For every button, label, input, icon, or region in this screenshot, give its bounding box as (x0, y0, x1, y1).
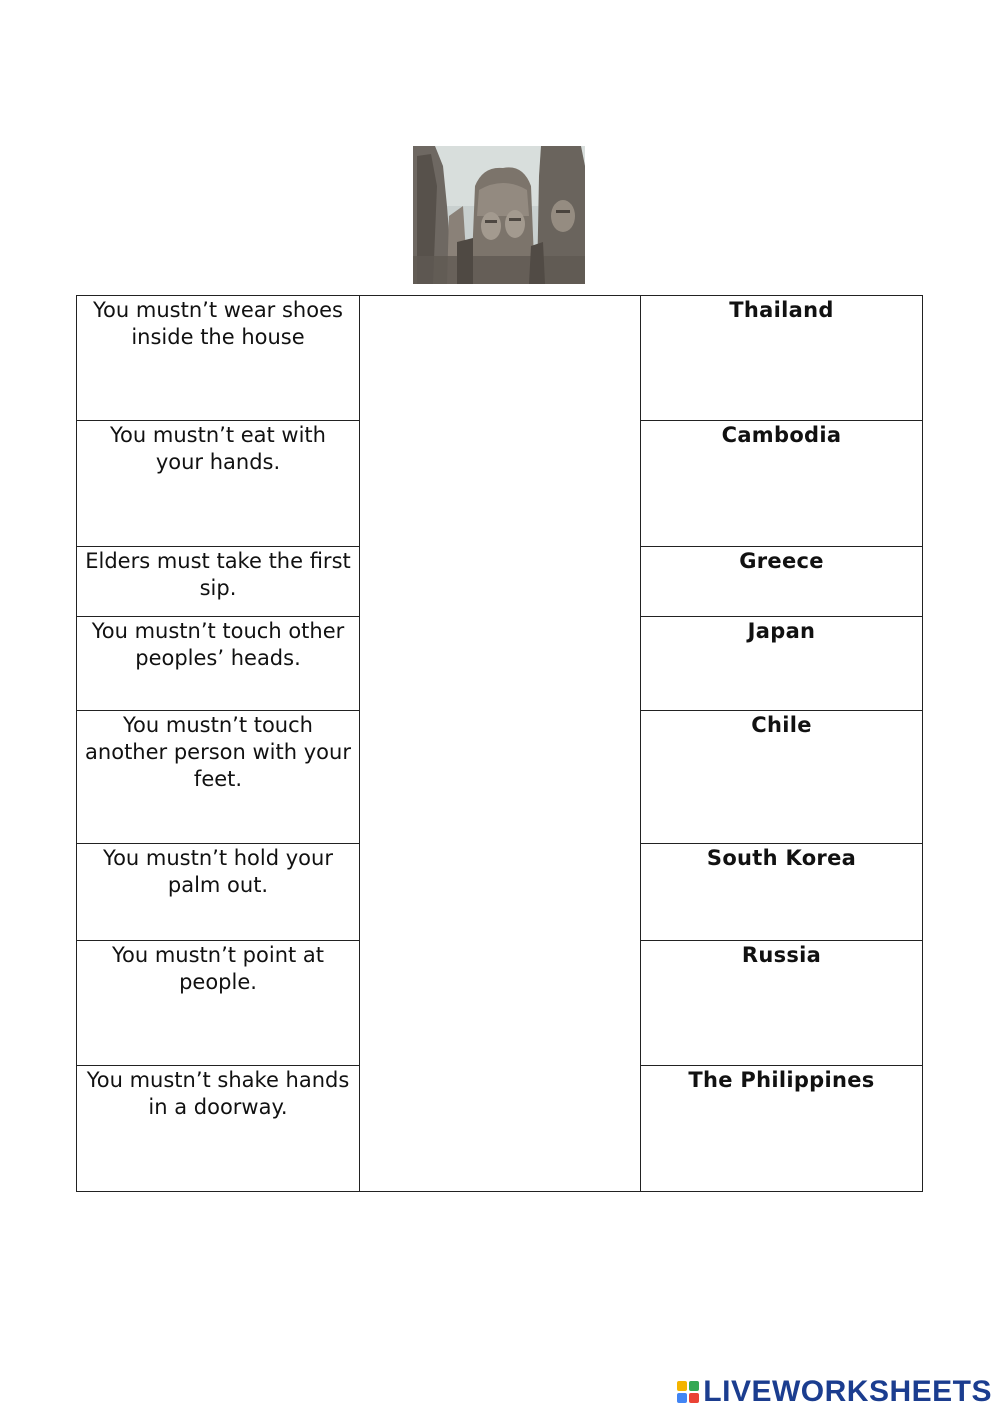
brand-name: LIVEWORKSHEETS (703, 1375, 992, 1408)
logo-square (677, 1381, 687, 1391)
logo-square (689, 1393, 699, 1403)
rule-cell: You mustn’t wear shoes inside the house (77, 296, 360, 421)
customs-matching-table (76, 295, 923, 1192)
country-cell[interactable]: Japan (641, 617, 923, 711)
country-cell[interactable]: South Korea (641, 844, 923, 941)
temple-photo (413, 146, 585, 284)
temple-faces-photo-icon (413, 146, 585, 284)
country-cell[interactable]: Greece (641, 547, 923, 617)
logo-square (689, 1381, 699, 1391)
rule-cell: You mustn’t point at people. (77, 941, 360, 1066)
country-cell[interactable]: Cambodia (641, 421, 923, 547)
liveworksheets-brand (677, 1375, 992, 1409)
logo-square (677, 1393, 687, 1403)
rule-cell: You mustn’t touch other peoples’ heads. (77, 617, 360, 711)
rule-cell: You mustn’t touch another person with your feet. (77, 711, 360, 844)
country-cell[interactable]: Russia (641, 941, 923, 1066)
rule-cell: You mustn’t eat with your hands. (77, 421, 360, 547)
rule-cell: You mustn’t hold your palm out. (77, 844, 360, 941)
answer-drop-zone[interactable] (360, 296, 641, 1192)
table-row (77, 296, 923, 421)
country-cell[interactable]: Thailand (641, 296, 923, 421)
rule-cell: Elders must take the first sip. (77, 547, 360, 617)
liveworksheets-logo-icon (677, 1381, 699, 1403)
rule-cell: You mustn’t shake hands in a doorway. (77, 1066, 360, 1192)
country-cell[interactable]: Chile (641, 711, 923, 844)
country-cell[interactable]: The Philippines (641, 1066, 923, 1192)
